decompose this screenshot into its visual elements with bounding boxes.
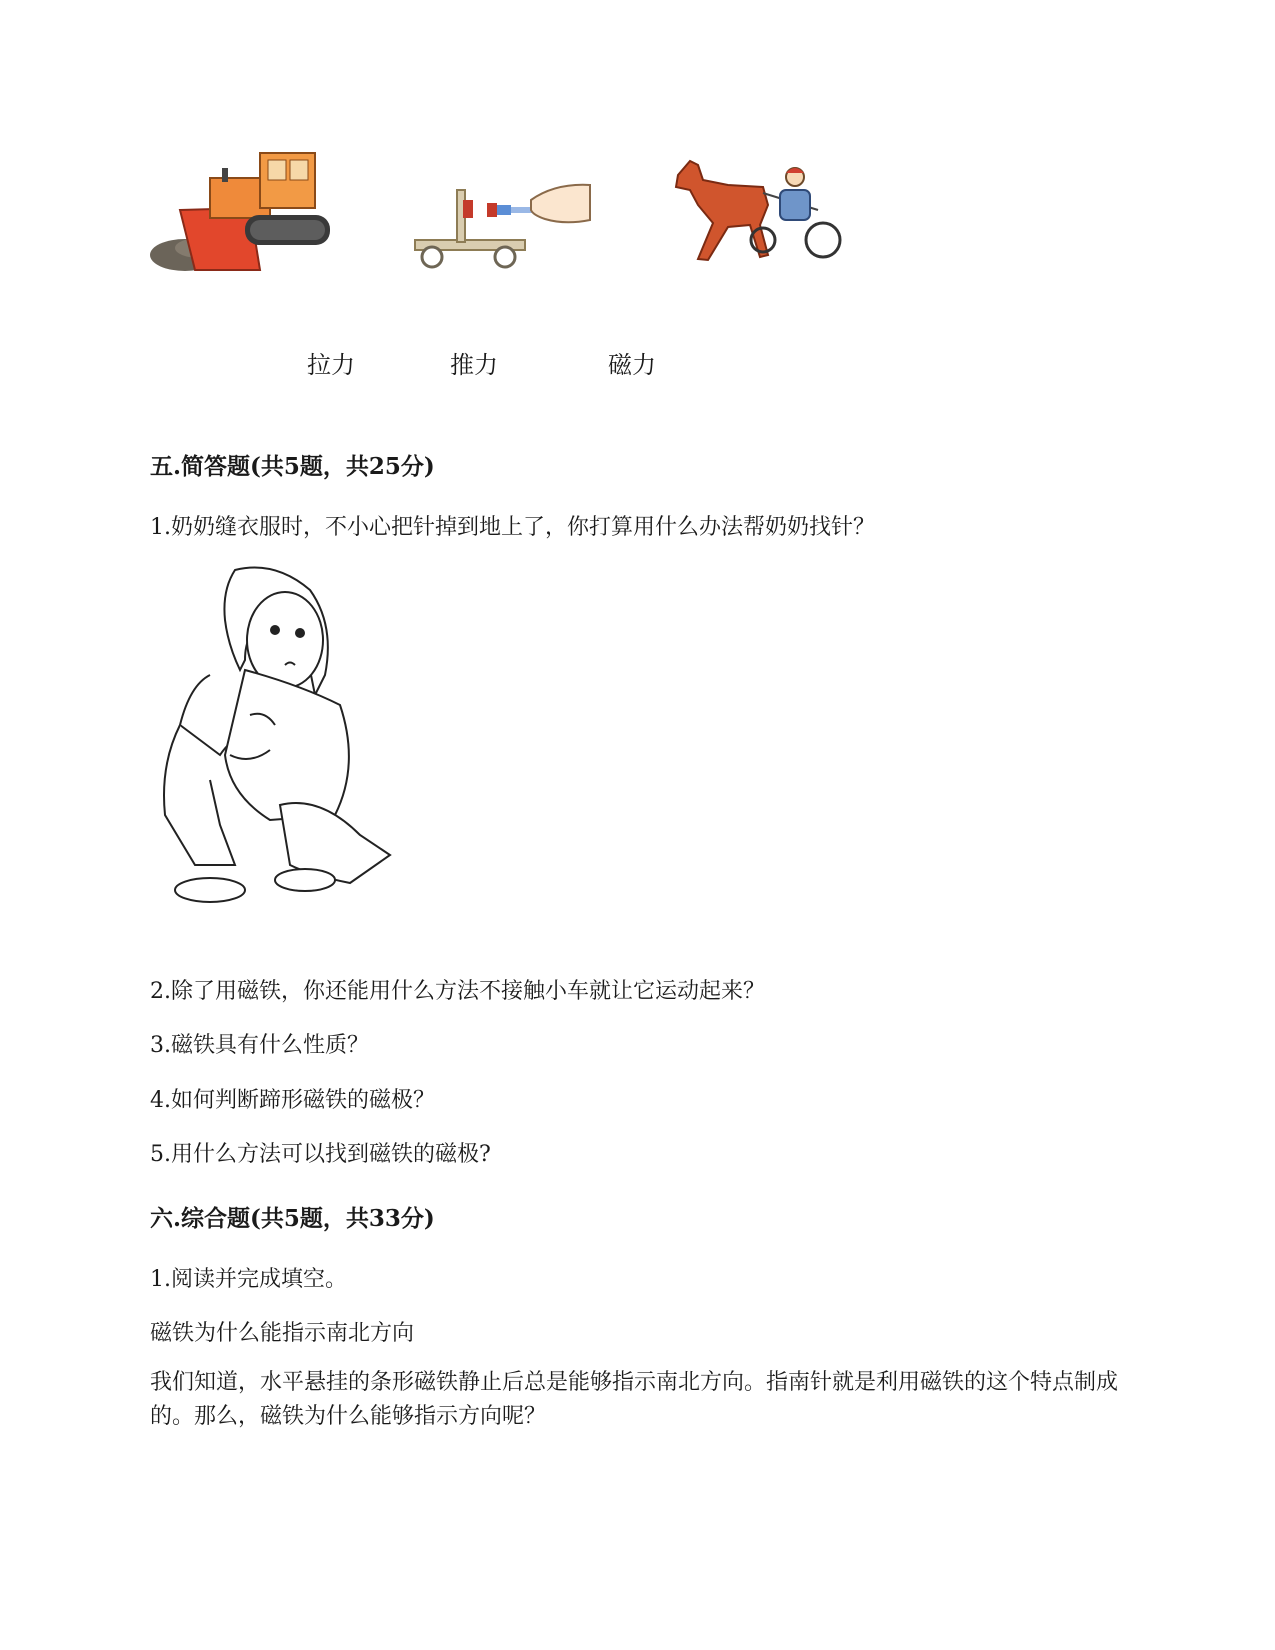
section-six-heading: 六.综合题(共5题，共33分) (150, 1205, 435, 1232)
grandma-sewing-illustration (150, 565, 400, 910)
bulldozer-illustration (150, 150, 350, 285)
force-label-magnetic: 磁力 (608, 351, 656, 379)
question-5-5: 5.用什么方法可以找到磁铁的磁极? (150, 1142, 491, 1167)
question-5-3: 3.磁铁具有什么性质？ (150, 1033, 369, 1058)
question-5-1: 1.奶奶缝衣服时，不小心把针掉到地上了，你打算用什么办法帮奶奶找针？ (150, 515, 875, 540)
article-body: 我们知道，水平悬挂的条形磁铁静止后总是能够指示南北方向。指南针就是利用磁铁的这个特点制成的。那么，磁铁为什么能够指示方向呢？ (150, 1370, 1119, 1429)
question-6-1: 1.阅读并完成填空。 (150, 1267, 347, 1292)
horse-cart-illustration (668, 155, 843, 275)
force-label-pull: 拉力 (307, 351, 355, 379)
section-five-heading: 五.简答题(共5题，共25分) (150, 453, 435, 480)
question-5-4: 4.如何判断蹄形磁铁的磁极？ (150, 1088, 435, 1113)
force-label-push: 推力 (450, 351, 498, 379)
article-title: 磁铁为什么能指示南北方向 (150, 1321, 415, 1346)
question-5-2: 2.除了用磁铁，你还能用什么方法不接触小车就让它运动起来？ (150, 979, 765, 1004)
toy-cart-push-illustration (405, 175, 595, 275)
